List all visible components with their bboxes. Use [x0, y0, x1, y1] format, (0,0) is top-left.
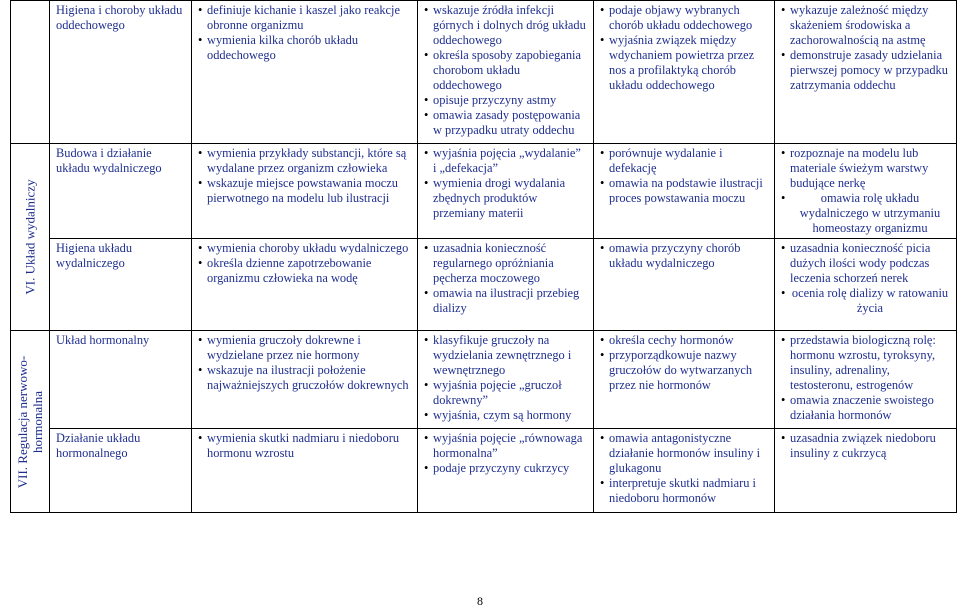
list-item: • wskazuje na ilustracji położenie najważniejszych gruczołów dokrewnych [198, 363, 411, 393]
table-row [11, 429, 957, 513]
list-item: • wyjaśnia pojęcia „wydalanie” i „defekacja” [424, 146, 587, 176]
section-cell [11, 144, 50, 331]
list-item: • wskazuje źródła infekcji górnych i dolnych dróg układu oddechowego [424, 3, 587, 48]
level-cell [775, 1, 957, 144]
table-row [11, 144, 957, 239]
list-item: • wskazuje miejsce powstawania moczu pierwotnego na modelu lub ilustracji [198, 176, 411, 206]
table-row [11, 1, 957, 144]
level-cell [775, 331, 957, 429]
list-item: • wyjaśnia pojęcie „równowaga hormonalna” [424, 431, 587, 461]
list-item: • omawia zasady postępowania w przypadku utraty oddechu [424, 108, 587, 138]
list-item: • klasyfikuje gruczoły na wydzielania zewnętrznego i wewnętrznego [424, 333, 587, 378]
topic-cell: Działanie układu hormonalnego [50, 429, 192, 513]
level-cell [594, 1, 775, 144]
level-cell [192, 144, 418, 239]
list-item: • wyjaśnia, czym są hormony [424, 408, 587, 423]
list-item: • wymienia gruczoły dokrewne i wydzielane przez nie hormony [198, 333, 411, 363]
list-item: • wymienia kilka chorób układu oddechowego [198, 33, 411, 63]
level-cell [775, 144, 957, 239]
section-cell [11, 331, 50, 513]
list-item: • opisuje przyczyny astmy [424, 93, 587, 108]
level-cell [594, 429, 775, 513]
level-cell [418, 1, 594, 144]
level-cell [192, 429, 418, 513]
table-row [11, 331, 957, 429]
list-item: • wymienia drogi wydalania zbędnych produktów przemiany materii [424, 176, 587, 221]
level-cell [594, 239, 775, 331]
list-item: • omawia na ilustracji przebieg dializy [424, 286, 587, 316]
level-cell [192, 239, 418, 331]
level-cell [418, 144, 594, 239]
list-item: • określa dzienne zapotrzebowanie organizmu człowieka na wodę [198, 256, 411, 286]
list-item: • demonstruje zasady udzielania pierwszej pomocy w przypadku zatrzymania oddechu [781, 48, 950, 93]
table-row [11, 239, 957, 331]
list-item: • omawia rolę układu wydalniczego w utrzymaniu homeostazy organizmu [781, 191, 950, 236]
topic-cell: Higiena i choroby układu oddechowego [50, 1, 192, 144]
topic-cell: Układ hormonalny [50, 331, 192, 429]
level-cell [192, 1, 418, 144]
topic-cell: Higiena układu wydalniczego [50, 239, 192, 331]
list-item: • uzasadnia konieczność regularnego opróżniania pęcherza moczowego [424, 241, 587, 286]
requirements-table [10, 0, 957, 513]
level-cell [775, 239, 957, 331]
list-item: • uzasadnia konieczność picia dużych ilości wody podczas leczenia schorzeń nerek [781, 241, 950, 286]
list-item: • porównuje wydalanie i defekację [600, 146, 768, 176]
list-item: • omawia na podstawie ilustracji proces powstawania moczu [600, 176, 768, 206]
list-item: • przyporządkowuje nazwy gruczołów do wytwarzanych przez nie hormonów [600, 348, 768, 393]
list-item: • wyjaśnia pojęcie „gruczoł dokrewny” [424, 378, 587, 408]
list-item: • określa sposoby zapobiegania chorobom układu oddechowego [424, 48, 587, 93]
level-cell [418, 429, 594, 513]
level-cell [418, 331, 594, 429]
list-item: • podaje objawy wybranych chorób układu oddechowego [600, 3, 768, 33]
list-item: • rozpoznaje na modelu lub materiale świeżym warstwy budujące nerkę [781, 146, 950, 191]
list-item: • uzasadnia związek niedoboru insuliny z cukrzycą [781, 431, 950, 461]
section-label: VI. Układ wydalniczy [22, 179, 38, 295]
section-cell [11, 1, 50, 144]
level-cell [594, 144, 775, 239]
level-cell [418, 239, 594, 331]
list-item: • wyjaśnia związek między wdychaniem powietrza przez nos a profilaktyką chorób układu oddechowego [600, 33, 768, 93]
topic-cell: Budowa i działanie układu wydalniczego [50, 144, 192, 239]
list-item: • ocenia rolę dializy w ratowaniu życia [781, 286, 950, 316]
list-item: • interpretuje skutki nadmiaru i niedoboru hormonów [600, 476, 768, 506]
list-item: • podaje przyczyny cukrzycy [424, 461, 587, 476]
list-item: • omawia znaczenie swoistego działania hormonów [781, 393, 950, 423]
list-item: • omawia przyczyny chorób układu wydalniczego [600, 241, 768, 271]
list-item: • określa cechy hormonów [600, 333, 768, 348]
list-item: • przedstawia biologiczną rolę: hormonu wzrostu, tyroksyny, insuliny, adrenaliny, testosteronu, estrogenów [781, 333, 950, 393]
list-item: • wymienia choroby układu wydalniczego [198, 241, 411, 256]
list-item: • definiuje kichanie i kaszel jako reakcje obronne organizmu [198, 3, 411, 33]
section-label: VII. Regulacja nerwowo-hormonalna [15, 355, 45, 488]
list-item: • wymienia skutki nadmiaru i niedoboru hormonu wzrostu [198, 431, 411, 461]
level-cell [775, 429, 957, 513]
list-item: • wykazuje zależność między skażeniem środowiska a zachorowalnością na astmę [781, 3, 950, 48]
list-item: • wymienia przykłady substancji, które są wydalane przez organizm człowieka [198, 146, 411, 176]
list-item: • omawia antagonistyczne działanie hormonów insuliny i glukagonu [600, 431, 768, 476]
level-cell [594, 331, 775, 429]
page-number: 8 [477, 594, 483, 608]
level-cell [192, 331, 418, 429]
